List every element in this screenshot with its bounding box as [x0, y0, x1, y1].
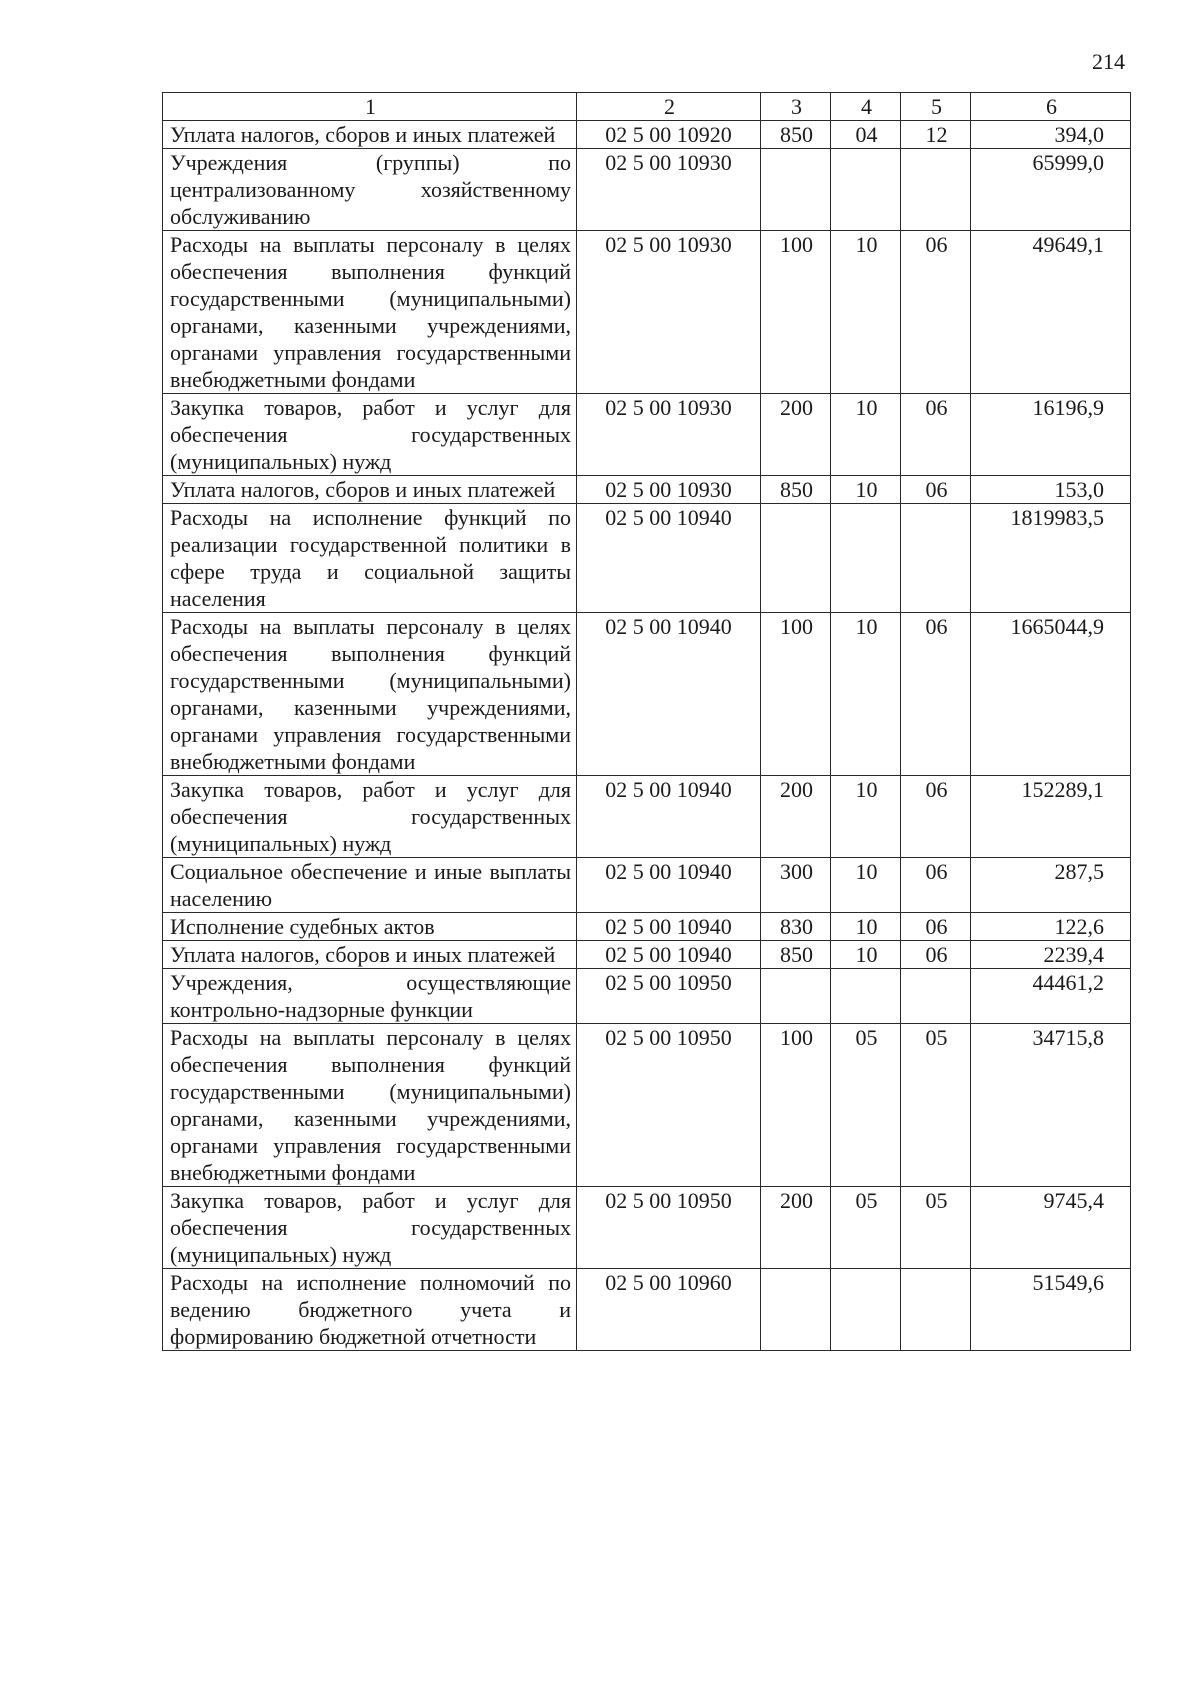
section-cell: 10: [831, 613, 901, 776]
section-cell: 04: [831, 121, 901, 149]
header-row: [163, 93, 1131, 121]
expense-type-cell: 100: [761, 1024, 831, 1187]
expense-type-cell: 200: [761, 776, 831, 858]
amount-cell: 9745,4: [971, 1187, 1131, 1269]
amount-cell: 44461,2: [971, 969, 1131, 1024]
column-header: 6: [971, 93, 1131, 121]
expense-type-cell: [761, 504, 831, 613]
subsection-cell: 06: [901, 941, 971, 969]
section-cell: 05: [831, 1024, 901, 1187]
expense-type-cell: 200: [761, 1187, 831, 1269]
target-article-code-cell: 02 5 00 10960: [577, 1269, 761, 1351]
table-row: [163, 941, 1131, 969]
amount-cell: 394,0: [971, 121, 1131, 149]
table-header: [163, 93, 1131, 121]
column-header: 5: [901, 93, 971, 121]
section-cell: [831, 504, 901, 613]
section-cell: 10: [831, 941, 901, 969]
table-body: [163, 121, 1131, 1351]
section-cell: 10: [831, 776, 901, 858]
target-article-code-cell: 02 5 00 10940: [577, 858, 761, 913]
section-cell: 05: [831, 1187, 901, 1269]
expense-name-cell: Закупка товаров, работ и услуг для обеспечения государственных (муниципальных) нужд: [163, 1187, 577, 1269]
table-row: [163, 504, 1131, 613]
expense-name-cell: Расходы на выплаты персоналу в целях обеспечения выполнения функций государственными (муниципальными) органами, казенными учреждениями, органами управления государственными внебюджетными фондами: [163, 1024, 577, 1187]
amount-cell: 152289,1: [971, 776, 1131, 858]
expense-type-cell: 830: [761, 913, 831, 941]
column-header: 2: [577, 93, 761, 121]
section-cell: 10: [831, 858, 901, 913]
table-row: [163, 1187, 1131, 1269]
section-cell: [831, 969, 901, 1024]
target-article-code-cell: 02 5 00 10940: [577, 504, 761, 613]
subsection-cell: 06: [901, 231, 971, 394]
target-article-code-cell: 02 5 00 10940: [577, 941, 761, 969]
amount-cell: 34715,8: [971, 1024, 1131, 1187]
target-article-code-cell: 02 5 00 10950: [577, 969, 761, 1024]
target-article-code-cell: 02 5 00 10950: [577, 1187, 761, 1269]
expense-name-cell: Расходы на исполнение функций по реализации государственной политики в сфере труда и социальной защиты населения: [163, 504, 577, 613]
expense-name-cell: Учреждения (группы) по централизованному хозяйственному обслуживанию: [163, 149, 577, 231]
subsection-cell: 06: [901, 394, 971, 476]
subsection-cell: 06: [901, 613, 971, 776]
amount-cell: 2239,4: [971, 941, 1131, 969]
subsection-cell: 06: [901, 913, 971, 941]
table-row: [163, 913, 1131, 941]
column-header: 4: [831, 93, 901, 121]
table-row: [163, 1024, 1131, 1187]
table-row: [163, 231, 1131, 394]
expense-type-cell: [761, 1269, 831, 1351]
expense-name-cell: Уплата налогов, сборов и иных платежей: [163, 941, 577, 969]
table-row: [163, 613, 1131, 776]
expense-name-cell: Уплата налогов, сборов и иных платежей: [163, 476, 577, 504]
expense-type-cell: 100: [761, 613, 831, 776]
budget-table: [162, 92, 1131, 1351]
subsection-cell: [901, 149, 971, 231]
table-row: [163, 858, 1131, 913]
expense-type-cell: [761, 969, 831, 1024]
subsection-cell: [901, 504, 971, 613]
section-cell: 10: [831, 231, 901, 394]
subsection-cell: 06: [901, 858, 971, 913]
target-article-code-cell: 02 5 00 10950: [577, 1024, 761, 1187]
amount-cell: 65999,0: [971, 149, 1131, 231]
table-row: [163, 149, 1131, 231]
expense-type-cell: [761, 149, 831, 231]
subsection-cell: 05: [901, 1187, 971, 1269]
expense-name-cell: Закупка товаров, работ и услуг для обеспечения государственных (муниципальных) нужд: [163, 776, 577, 858]
target-article-code-cell: 02 5 00 10940: [577, 776, 761, 858]
target-article-code-cell: 02 5 00 10930: [577, 149, 761, 231]
table-row: [163, 121, 1131, 149]
section-cell: [831, 149, 901, 231]
expense-name-cell: Исполнение судебных актов: [163, 913, 577, 941]
expense-name-cell: Социальное обеспечение и иные выплаты населению: [163, 858, 577, 913]
table-row: [163, 1269, 1131, 1351]
subsection-cell: 06: [901, 476, 971, 504]
subsection-cell: 05: [901, 1024, 971, 1187]
target-article-code-cell: 02 5 00 10940: [577, 613, 761, 776]
expense-type-cell: 200: [761, 394, 831, 476]
column-header: 1: [163, 93, 577, 121]
section-cell: 10: [831, 476, 901, 504]
amount-cell: 49649,1: [971, 231, 1131, 394]
target-article-code-cell: 02 5 00 10930: [577, 476, 761, 504]
expense-type-cell: 300: [761, 858, 831, 913]
expense-name-cell: Закупка товаров, работ и услуг для обеспечения государственных (муниципальных) нужд: [163, 394, 577, 476]
column-header: 3: [761, 93, 831, 121]
expense-type-cell: 850: [761, 121, 831, 149]
table-row: [163, 476, 1131, 504]
section-cell: [831, 1269, 901, 1351]
expense-name-cell: Расходы на выплаты персоналу в целях обеспечения выполнения функций государственными (муниципальными) органами, казенными учреждениями, органами управления государственными внебюджетными фондами: [163, 231, 577, 394]
table-row: [163, 394, 1131, 476]
section-cell: 10: [831, 394, 901, 476]
amount-cell: 153,0: [971, 476, 1131, 504]
expense-type-cell: 100: [761, 231, 831, 394]
expense-name-cell: Расходы на выплаты персоналу в целях обеспечения выполнения функций государственными (муниципальными) органами, казенными учреждениями, органами управления государственными внебюджетными фондами: [163, 613, 577, 776]
target-article-code-cell: 02 5 00 10930: [577, 231, 761, 394]
subsection-cell: [901, 1269, 971, 1351]
subsection-cell: [901, 969, 971, 1024]
target-article-code-cell: 02 5 00 10920: [577, 121, 761, 149]
amount-cell: 287,5: [971, 858, 1131, 913]
target-article-code-cell: 02 5 00 10930: [577, 394, 761, 476]
amount-cell: 1665044,9: [971, 613, 1131, 776]
table-row: [163, 969, 1131, 1024]
expense-name-cell: Учреждения, осуществляющие контрольно-надзорные функции: [163, 969, 577, 1024]
amount-cell: 1819983,5: [971, 504, 1131, 613]
expense-type-cell: 850: [761, 476, 831, 504]
amount-cell: 16196,9: [971, 394, 1131, 476]
page-number: 214: [1092, 49, 1125, 74]
amount-cell: 51549,6: [971, 1269, 1131, 1351]
expense-type-cell: 850: [761, 941, 831, 969]
section-cell: 10: [831, 913, 901, 941]
expense-name-cell: Расходы на исполнение полномочий по ведению бюджетного учета и формированию бюджетной отчетности: [163, 1269, 577, 1351]
amount-cell: 122,6: [971, 913, 1131, 941]
subsection-cell: 06: [901, 776, 971, 858]
subsection-cell: 12: [901, 121, 971, 149]
expense-name-cell: Уплата налогов, сборов и иных платежей: [163, 121, 577, 149]
table-row: [163, 776, 1131, 858]
target-article-code-cell: 02 5 00 10940: [577, 913, 761, 941]
